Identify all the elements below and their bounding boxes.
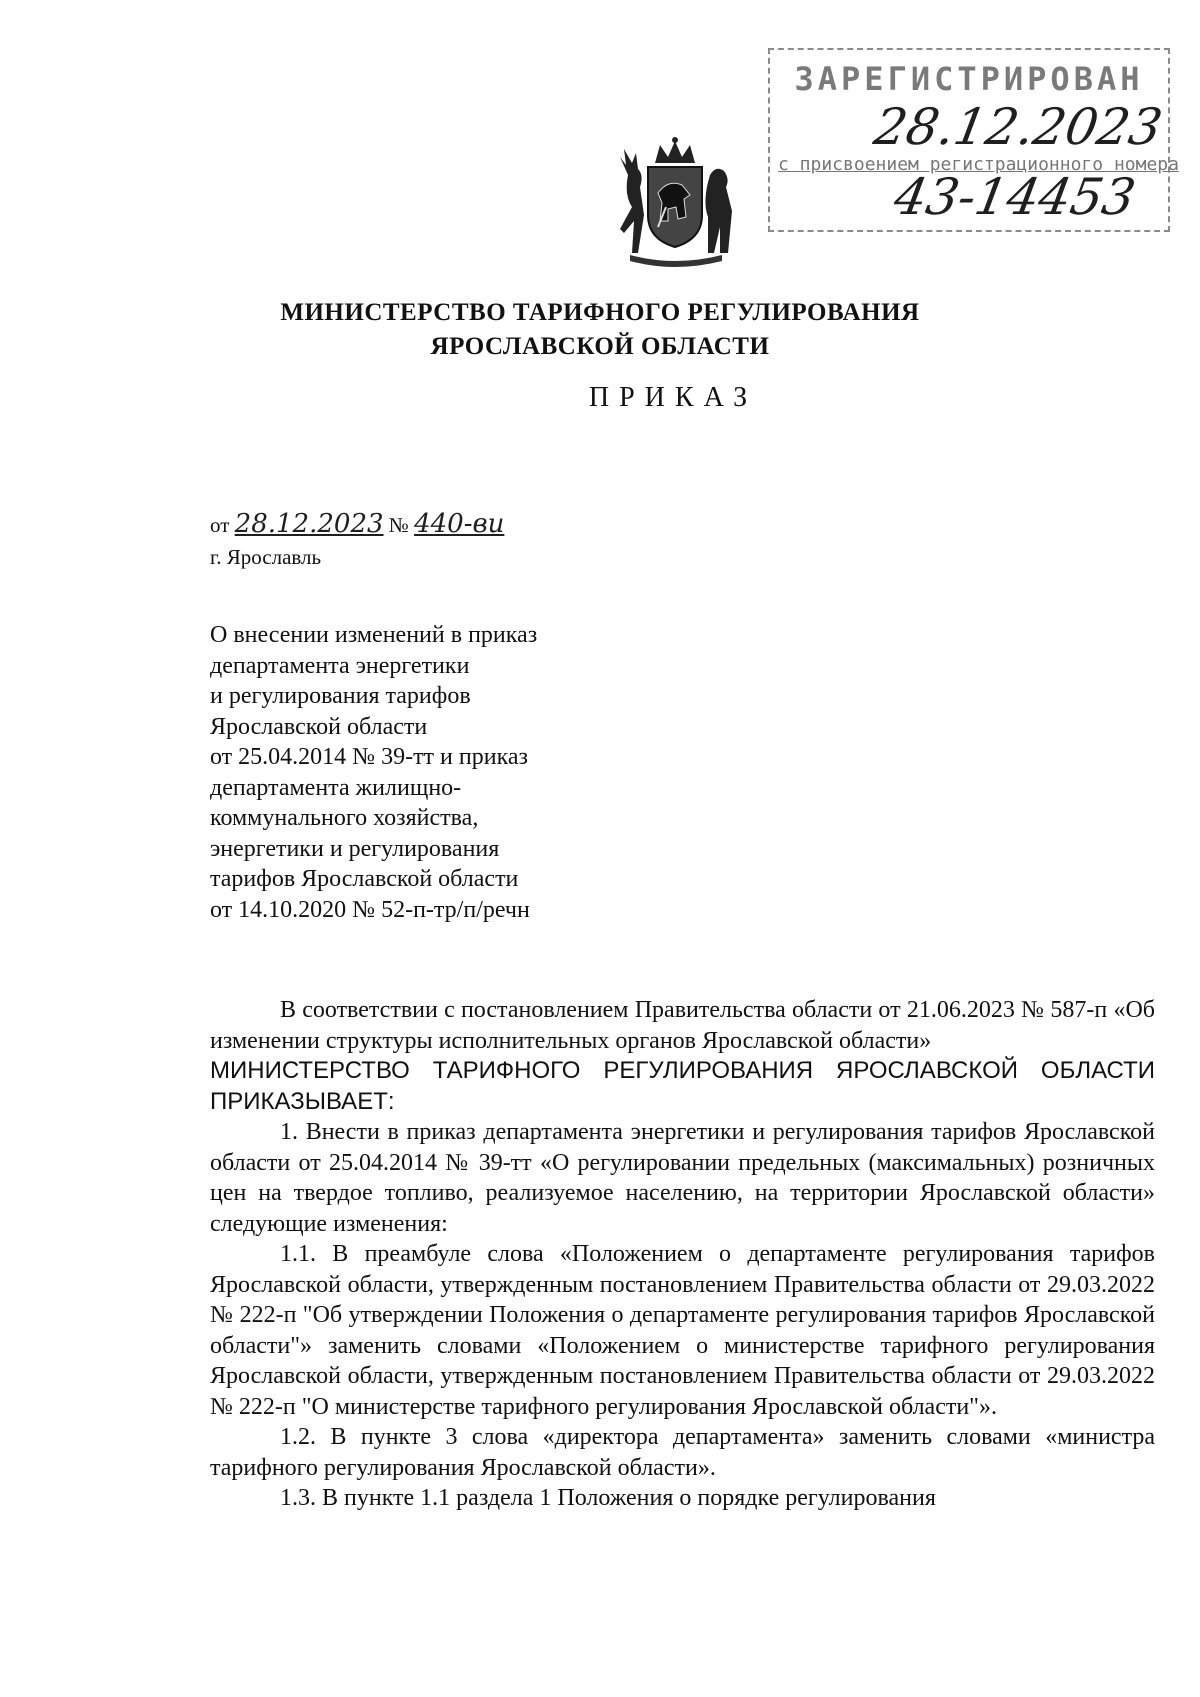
order-from-label: от	[210, 513, 230, 537]
order-number-label: №	[388, 513, 409, 537]
stamp-caption: с присвоением регистрационного номера	[778, 154, 1179, 175]
subject-line: О внесении изменений в приказ	[210, 622, 538, 648]
subject-line: коммунального хозяйства,	[210, 805, 479, 831]
ministry-name-line2: ЯРОСЛАВСКОЙ ОБЛАСТИ	[430, 333, 770, 360]
order-title: ПРИКАЗ	[588, 382, 758, 413]
registration-stamp	[768, 48, 1179, 232]
clause-1-2: 1.2. В пункте 3 слова «директора департамента» заменить словами «министра тарифного регулирования Ярославской области».	[210, 1424, 1155, 1481]
subject-line: департамента жилищно-	[210, 774, 462, 801]
subject-line: от 14.10.2020 № 52-п-тр/п/речн	[210, 896, 530, 923]
order-subject	[210, 620, 630, 925]
order-body	[210, 995, 1155, 1514]
subject-line: Ярославской области	[210, 713, 428, 740]
clause-1-1: 1.1. В преамбуле слова «Положением о департаменте регулирования тарифов Ярославской области, утвержденным постановлением Правительства области от 29.03.2022 № 222-п "Об утверждении Положения о департаменте регулирования тарифов Ярославской области"» заменить словами «Положением о министерстве тарифного регулирования Ярославской области, утвержденным постановлением Правительства области от 29.03.2022 № 222-п "О министерстве тарифного регулирования Ярославской области"».	[210, 1241, 1155, 1420]
order-number: 440-ви	[414, 509, 505, 539]
order-date: 28.12.2023	[234, 509, 384, 539]
subject-line: от 25.04.2014 № 39-тт и приказ	[210, 744, 528, 770]
subject-line: энергетики и регулирования	[210, 835, 500, 862]
order-city: г. Ярославль	[210, 545, 322, 569]
preamble-paragraph: В соответствии с постановлением Правительства области от 21.06.2023 № 587-п «Об изменении структуры исполнительных органов Ярославской области»	[210, 997, 1155, 1054]
coat-of-arms-icon	[610, 135, 740, 270]
subject-line: и регулирования тарифов	[210, 683, 471, 709]
stamp-date: 28.12.2023	[869, 98, 1167, 156]
ministry-name	[200, 296, 1000, 364]
ministry-name-line1: МИНИСТЕРСТВО ТАРИФНОГО РЕГУЛИРОВАНИЯ	[280, 299, 920, 326]
subject-line: тарифов Ярославской области	[210, 866, 519, 892]
stamp-registration-number: 43-14453	[889, 168, 1140, 226]
clause-1: 1. Внести в приказ департамента энергетики и регулирования тарифов Ярославской области от 25.04.2014 № 39-тт «О регулировании предельных (максимальных) розничных цен на твердое топливо, реализуемое населению, на территории Ярославской области» следующие изменения:	[210, 1119, 1155, 1237]
subject-line: департамента энергетики	[210, 652, 470, 679]
order-meta	[210, 508, 504, 573]
stamp-title: ЗАРЕГИСТРИРОВАН	[794, 60, 1144, 98]
ministry-orders-paragraph: МИНИСТЕРСТВО ТАРИФНОГО РЕГУЛИРОВАНИЯ ЯРОСЛАВСКОЙ ОБЛАСТИ ПРИКАЗЫВАЕТ:	[210, 1057, 1155, 1115]
clause-1-3: 1.3. В пункте 1.1 раздела 1 Положения о порядке регулирования	[280, 1485, 936, 1511]
